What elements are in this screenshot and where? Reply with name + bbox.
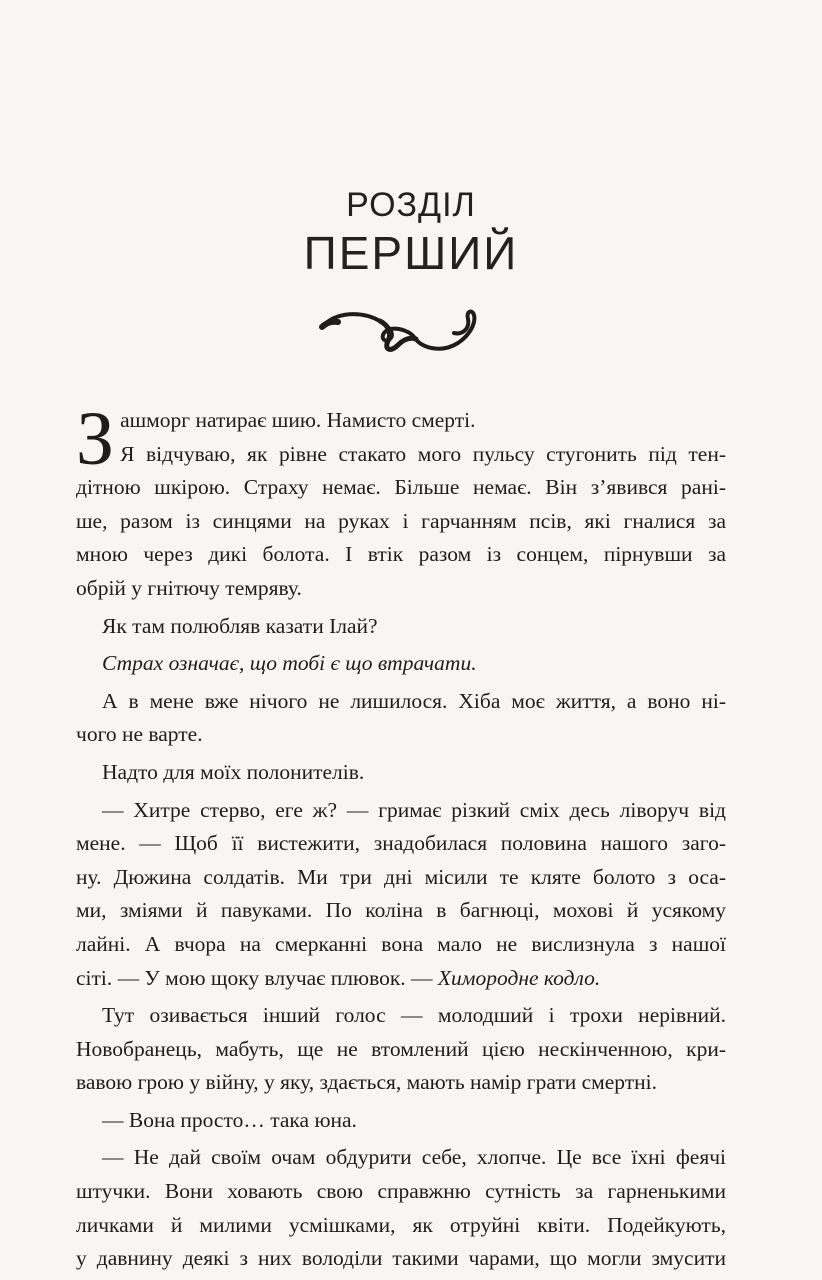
- text-line: мною через дикі болота. І втік разом із сонцем, пірнувши за: [76, 542, 726, 567]
- opening-paragraph: [76, 397, 726, 481]
- text-line: [76, 647, 726, 681]
- italic-text: Страх означає, що тобі є що втрачати.: [102, 651, 477, 676]
- drop-cap: З: [76, 397, 115, 481]
- text-line: Тут озивається інший голос — молодший і трохи нерівний.: [102, 1003, 726, 1028]
- text-line: — Не дай своїм очам обдурити себе, хлопче. Це все їхні феячі: [102, 1145, 726, 1170]
- text-line: — Хитре стерво, еге ж? — гримає різкий сміх десь ліворуч від: [102, 797, 726, 822]
- text-line: ну. Дюжина солдатів. Ми три дні місили те кляте болото з оса-: [76, 864, 726, 889]
- chapter-number: ПЕРШИЙ: [303, 227, 519, 279]
- text-line: Надто для моїх полонителів.: [102, 759, 365, 784]
- text-line: Я відчуваю, як рівне стакато мого пульсу стугонить під тен-: [120, 441, 726, 466]
- chapter-text: [76, 397, 726, 1276]
- text-fragment: сіті. — У мою щоку влучає плювок. —: [76, 965, 433, 990]
- text-line: штучки. Вони ховають свою справжню сутність за гарненькими: [76, 1179, 726, 1204]
- text-line: у давнину деякі з них володіли такими чарами, що могли змусити: [76, 1246, 726, 1271]
- text-line: ми, зміями й павуками. По коліна в багнюці, мохові й усякому: [76, 898, 726, 923]
- text-line: лайні. А вчора на смерканні вона мало не вислизнула з нашої: [76, 931, 726, 956]
- text-line: — Вона просто… така юна.: [102, 1107, 357, 1132]
- text-line: вавою грою у війну, у яку, здається, мають намір грати смертні.: [76, 1070, 658, 1095]
- text-line: обрій у гнітючу темряву.: [76, 575, 302, 600]
- text-line: ашморг натирає шию. Намисто смерті.: [120, 408, 476, 432]
- text-line: чого не варте.: [76, 722, 203, 747]
- text-line: дітною шкірою. Страху немає. Більше немає. Він з’явився рані-: [76, 475, 726, 500]
- italic-text: Химородне кодло.: [437, 965, 601, 990]
- text-line: А в мене вже нічого не лишилося. Хіба моє життя, а воно ні-: [102, 688, 726, 713]
- text-line: ше, разом із синцями на руках і гарчанням псів, які гналися за: [76, 508, 726, 533]
- chapter-label: РОЗДІЛ: [346, 186, 476, 224]
- text-line: личками й милими усмішками, як отруйні квіти. Подейкують,: [76, 1212, 726, 1237]
- text-line: мене. — Щоб її вистежити, знадобилася половина нашого заго-: [76, 831, 726, 856]
- text-line: Як там полюбляв казати Ілай?: [102, 613, 378, 638]
- text-line: Новобранець, мабуть, ще не втомлений цією нескінченною, кри-: [76, 1036, 726, 1061]
- text-line: [76, 962, 726, 996]
- flourish-ornament-icon: [318, 305, 490, 359]
